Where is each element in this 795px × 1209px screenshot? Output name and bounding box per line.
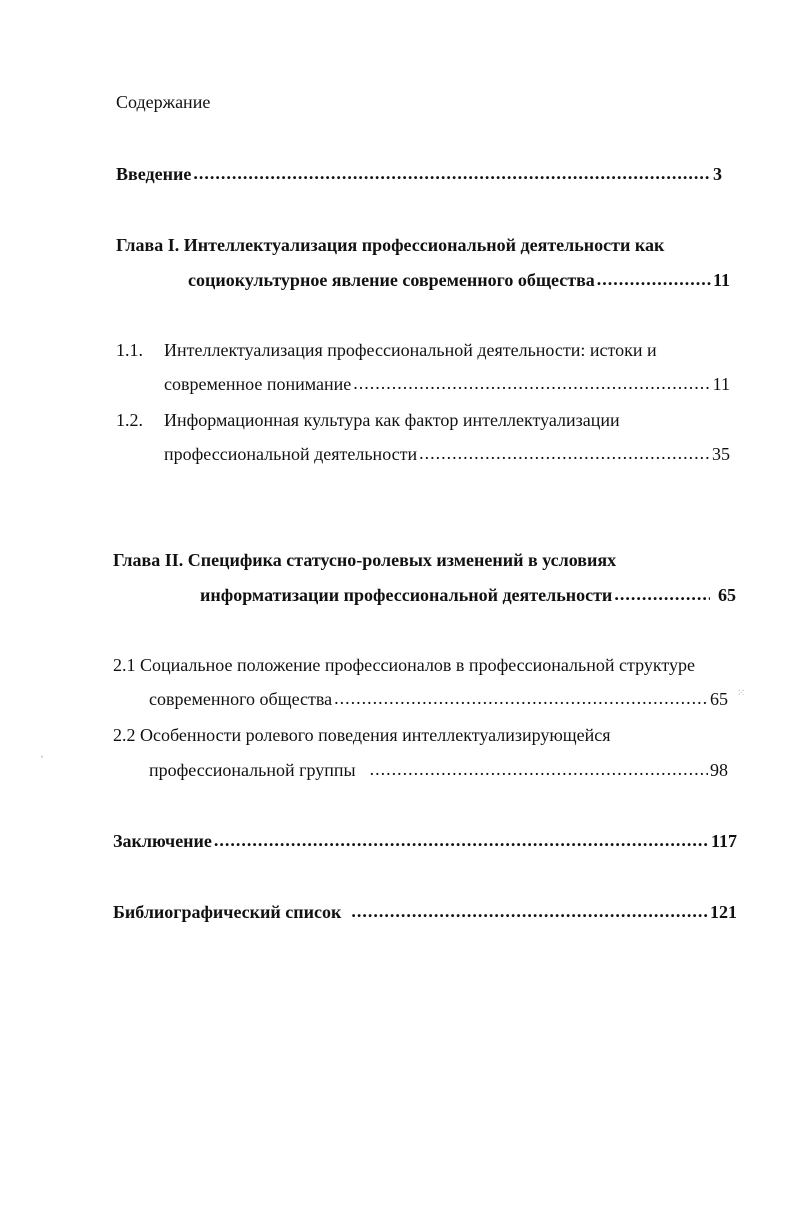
- dot-leader: [353, 372, 710, 394]
- toc-page-number: 121: [710, 902, 737, 922]
- section-1-1-line-1: [116, 339, 657, 361]
- toc-page-number: 3: [713, 164, 722, 184]
- toc-page-number: 35: [712, 444, 730, 464]
- section-number: 1.2.: [116, 410, 143, 430]
- toc-entry-label: Введение: [116, 164, 192, 184]
- section-title-continued: современного общества: [149, 689, 333, 709]
- toc-page-number: 65: [718, 585, 736, 605]
- toc-page-number: 98: [710, 760, 728, 780]
- dot-leader: [597, 268, 711, 290]
- dot-leader: [614, 583, 710, 605]
- page-title: Содержание: [116, 92, 211, 112]
- chapter-2-title-line-2: информатизации профессиональной деятельности: [200, 585, 613, 605]
- toc-entry-introduction: [116, 163, 722, 185]
- dot-leader: [351, 900, 708, 922]
- toc-page-number: 11: [712, 374, 730, 394]
- section-title-continued: современное понимание: [164, 374, 352, 394]
- chapter-2-title-line-1: Глава II. Специфика статусно-ролевых изменений в условиях: [113, 550, 617, 570]
- toc-page-number: 11: [712, 270, 730, 290]
- section-title: Интеллектуализация профессиональной деятельности: истоки и: [164, 340, 657, 360]
- section-2-1-line-1: 2.1 Социальное положение профессионалов в профессиональной структуре: [113, 655, 695, 675]
- dot-leader: [334, 687, 708, 709]
- toc-entry-label: Заключение: [113, 831, 212, 851]
- dot-leader: [370, 758, 708, 780]
- chapter-1-title-line-2: социокультурное явление современного общества: [188, 270, 595, 290]
- toc-page-number: 65: [710, 689, 728, 709]
- scan-speck: ˌ: [40, 744, 44, 758]
- dot-leader: [193, 162, 711, 184]
- toc-entry-label: Библиографический список: [113, 902, 342, 922]
- section-title-continued: профессиональной деятельности: [164, 444, 418, 464]
- toc-entry-section-1-1: [164, 373, 730, 395]
- section-title-continued: профессиональной группы: [149, 760, 356, 780]
- toc-entry-conclusion: [113, 830, 737, 852]
- toc-entry-section-2-2: [149, 759, 728, 781]
- toc-entry-chapter-1: [188, 269, 730, 291]
- chapter-1-title-line-1: Глава I. Интеллектуализация профессиональной деятельности как: [116, 235, 665, 255]
- dot-leader: [214, 829, 709, 851]
- dot-leader: [419, 442, 710, 464]
- section-title: Информационная культура как фактор интеллектуализации: [164, 410, 620, 430]
- scan-speck: ⁙: [737, 688, 746, 699]
- section-2-2-line-1: 2.2 Особенности ролевого поведения интеллектуализирующейся: [113, 725, 611, 745]
- section-1-2-line-1: [116, 409, 620, 431]
- toc-entry-chapter-2: [200, 584, 736, 606]
- toc-entry-section-1-2: [164, 443, 730, 465]
- toc-page-number: 117: [710, 831, 737, 851]
- section-number: 1.1.: [116, 340, 143, 360]
- toc-entry-bibliography: [113, 901, 737, 923]
- toc-entry-section-2-1: [149, 688, 728, 710]
